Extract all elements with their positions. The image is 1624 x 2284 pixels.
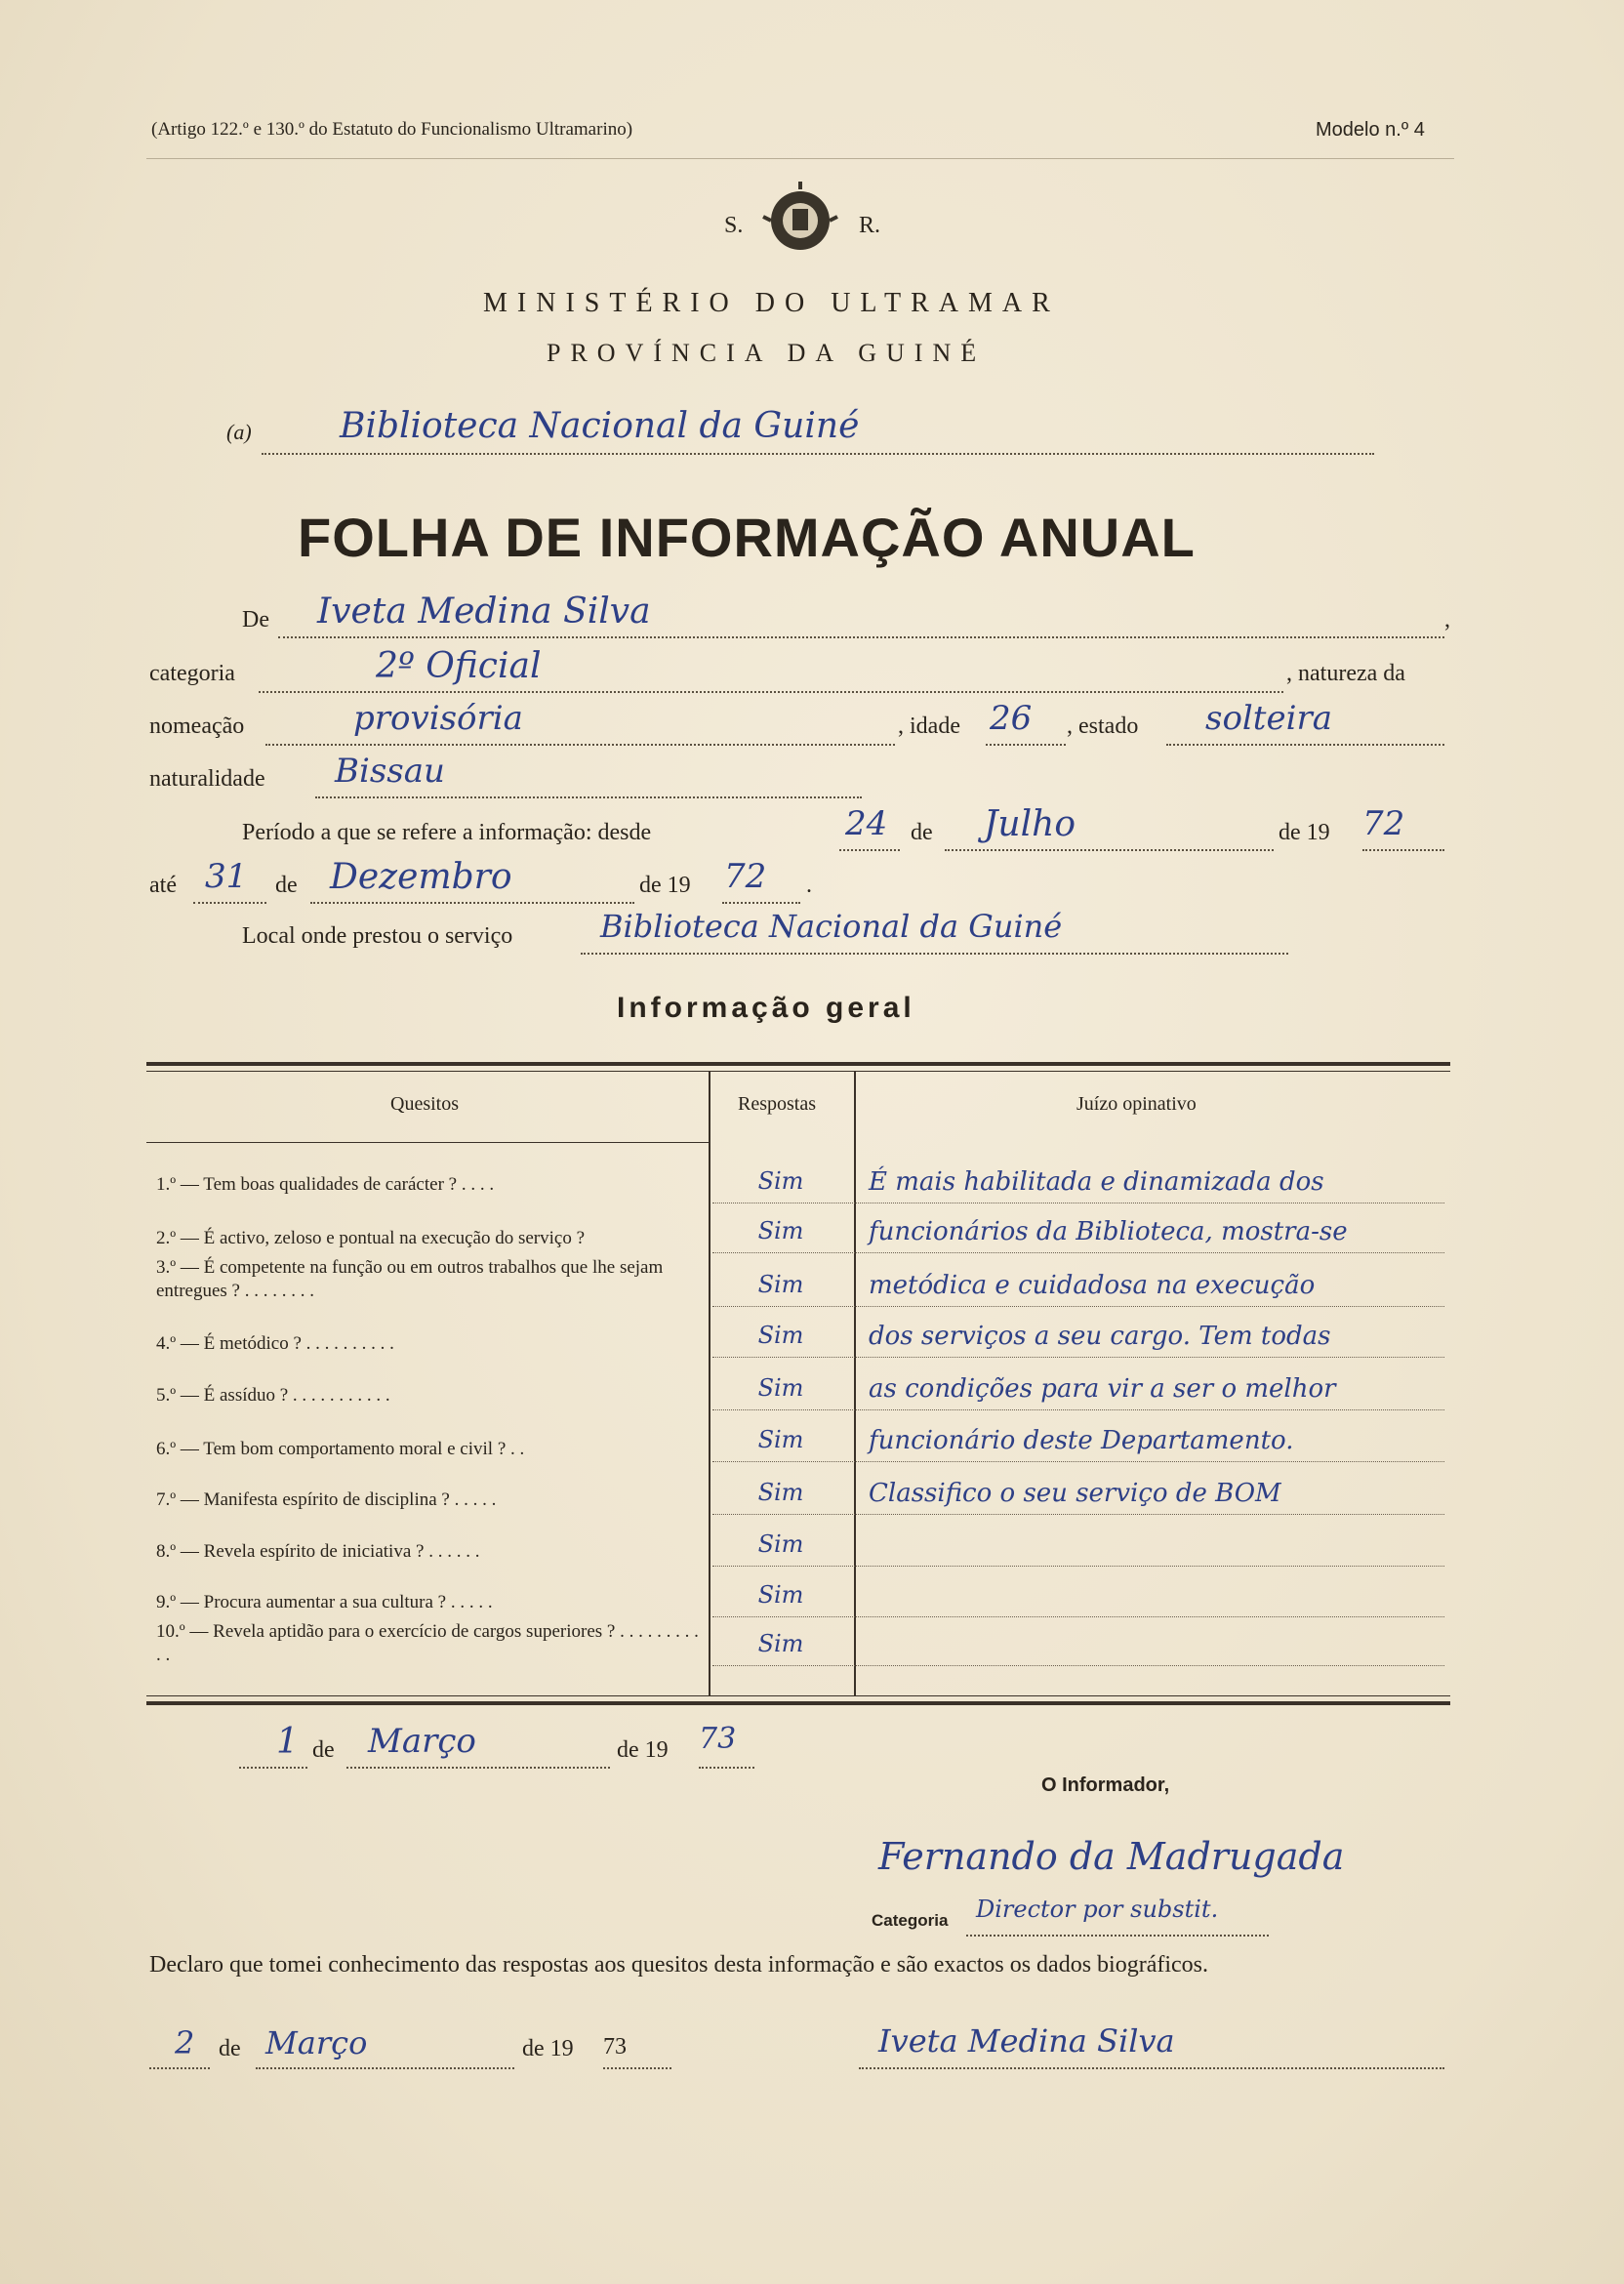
coat-of-arms-icon (761, 182, 839, 260)
question-5: 5.º — É assíduo ? . . . . . . . . . . . (156, 1385, 390, 1406)
from-day-field (839, 804, 900, 851)
question-1: 1.º — Tem boas qualidades de carácter ? . . . . (156, 1174, 495, 1195)
province-title: PROVÍNCIA DA GUINÉ (547, 339, 987, 367)
categoria-value: 2º Oficial (376, 646, 542, 686)
categoria-sign-value: Director por substit. (976, 1896, 1219, 1923)
from-month-field (945, 804, 1274, 851)
opinion-line-2: funcionários da Biblioteca, mostra-se (869, 1217, 1348, 1246)
from-month-value: Julho (984, 804, 1076, 844)
sign2-year-field (603, 2030, 671, 2069)
de-word: de (911, 820, 933, 845)
institution-field (262, 406, 1374, 455)
answer-5: Sim (757, 1374, 804, 1402)
sign1-month-value: Março (368, 1722, 476, 1761)
sign2-month-value: Março (265, 2024, 368, 2061)
de-word: de (219, 2036, 241, 2061)
categoria-sign-field (966, 1896, 1269, 1937)
prefix-a: (a) (226, 420, 252, 444)
idade-value: 26 (990, 699, 1033, 738)
question-2: 2.º — É activo, zeloso e pontual na execução do serviço ? (156, 1228, 586, 1248)
categoria-sign-label: Categoria (872, 1911, 949, 1930)
sign1-month-field (346, 1722, 610, 1769)
header-juizo: Juízo opinativo (1076, 1093, 1197, 1115)
question-10: 10.º — Revela aptidão para o exercício de cargos superiores ? . . . . . . . . . . . (156, 1621, 699, 1665)
answer-4: Sim (757, 1322, 804, 1349)
de-label: De (242, 607, 269, 632)
to-year-value: 72 (724, 857, 767, 896)
from-day-value: 24 (845, 804, 888, 843)
answer-1: Sim (757, 1167, 804, 1195)
local-label: Local onde prestou o serviço (242, 923, 513, 949)
question-7: 7.º — Manifesta espírito de disciplina ? . . . . . (156, 1489, 497, 1510)
answer-3: Sim (757, 1271, 804, 1298)
de-word: de (312, 1737, 335, 1763)
question-6: 6.º — Tem bom comportamento moral e civil ? . . (156, 1439, 525, 1459)
sign2-day-value: 2 (175, 2024, 195, 2061)
estado-label: , estado (1067, 714, 1139, 739)
opinion-line-4: dos serviços a seu cargo. Tem todas (869, 1322, 1331, 1351)
answer-2: Sim (757, 1217, 804, 1244)
declaration-text: Declaro que tomei conhecimento das respostas aos quesitos desta informação e são exactos os dados biográficos. (149, 1952, 1209, 1978)
sign2-year-value: 73 (603, 2034, 627, 2060)
question-9: 9.º — Procura aumentar a sua cultura ? . . . . . (156, 1592, 493, 1612)
sign1-year-field (699, 1722, 754, 1769)
nomeacao-label: nomeação (149, 714, 245, 739)
local-field (581, 908, 1288, 955)
idade-label: , idade (898, 714, 960, 739)
opinion-line-3: metódica e cuidadosa na execução (869, 1271, 1316, 1300)
sign2-signature: Iveta Medina Silva (878, 2022, 1175, 2060)
answer-10: Sim (757, 1630, 804, 1657)
sign2-month-field (256, 2024, 514, 2069)
categoria-field (259, 646, 1283, 693)
to-day-value: 31 (205, 857, 248, 896)
to-month-value: Dezembro (330, 857, 512, 897)
local-value: Biblioteca Nacional da Guiné (600, 908, 1063, 945)
opinion-line-5: as condições para vir a ser o melhor (869, 1374, 1336, 1404)
period-label: Período a que se refere a informação: desde (242, 820, 652, 845)
page-title: FOLHA DE INFORMAÇÃO ANUAL (298, 507, 1196, 568)
from-year-field (1362, 804, 1444, 851)
naturalidade-field (315, 752, 862, 798)
institution-value: Biblioteca Nacional da Guiné (340, 406, 860, 446)
answer-7: Sim (757, 1479, 804, 1506)
from-year-value: 72 (1362, 804, 1405, 843)
model-number: Modelo n.º 4 (1316, 119, 1425, 141)
answer-8: Sim (757, 1530, 804, 1558)
estado-value: solteira (1205, 699, 1332, 738)
legal-reference: (Artigo 122.º e 130.º do Estatuto do Funcionalismo Ultramarino) (151, 119, 633, 140)
ministry-title: MINISTÉRIO DO ULTRAMAR (483, 288, 1060, 318)
question-3: 3.º — É competente na função ou em outros trabalhos que lhe sejam entregues ? . . . . . . . . (156, 1257, 664, 1301)
categoria-label: categoria (149, 661, 235, 686)
opinion-line-1: É mais habilitada e dinamizada dos (869, 1167, 1324, 1197)
de-19-word: de 19 (639, 873, 691, 898)
section-title: Informação geral (617, 992, 915, 1024)
nomeacao-field (265, 699, 895, 746)
header-respostas: Respostas (738, 1093, 816, 1115)
header-quesitos: Quesitos (390, 1093, 459, 1115)
opinion-line-7: Classifico o seu serviço de BOM (869, 1479, 1281, 1508)
de-word: de (275, 873, 298, 898)
naturalidade-value: Bissau (335, 752, 445, 791)
document-page: (Artigo 122.º e 130.º do Estatuto do Funcionalismo Ultramarino) Modelo n.º 4 S. R. MINISTÉRIO DO ULTRAMAR PROVÍNCIA DA GUINÉ (a) Biblioteca Nacional da Guiné FOLHA DE INFORMAÇÃO ANUAL De Iveta Medina Silva , categoria 2º Oficial , natureza da nomeação provisória , idade 26 , estado solteira naturalidade Bissau Período a que se refere a informação: desde 24 de Julho de 19 72 até 31 de Dezembro de 19 72 . Local onde prestou o serviço Biblioteca Nacional da Guiné Informação geral Quesitos Respostas Juízo opinativo 1.º — Tem boas qualidades de carácter ? . . . . 2.º — É activo, zeloso e pontual na execução do serviço ? 3.º — É competente na função ou em outros trabalhos que lhe sejam entregues ? . . . . . . . . 4.º — É metódico ? . . . . . . . . . . 5.º — É assíduo ? . . . . . . . . . . . 6.º — Tem bom comportamento moral e civil ? . . 7.º — Manifesta espírito de disciplina ? . . . . . 8.º — Revela espírito de iniciativa ? . . . . . . 9.º — Procura aumentar a sua cultura ? . . . . . 10.º — Revela aptidão para o exercício de cargos superiores ? . . . . . . . . . . . Sim Sim Sim Sim Sim Sim Sim Sim Sim Sim É mais habilitada e dinamizada dos funcionários da Biblioteca, mostra-se metódica e cuidadosa na execução dos serviços a seu cargo. Tem todas as condições para vir a ser o melhor funcionário deste Departamento. Classifico o seu serviço de BOM 1 de Março de 19 73 O Informador, Fernando da Madrugada Categoria Director por substit. Declaro que tomei conhecimento das respostas aos quesitos desta informação e são exactos os dados biográficos. 2 de Março de 19 73 Iveta Medina Silva (0, 0, 1624, 2284)
estado-field (1166, 699, 1444, 746)
natureza-label: , natureza da (1286, 661, 1405, 686)
de-19-word: de 19 (617, 1737, 669, 1763)
name-value: Iveta Medina Silva (317, 591, 651, 632)
name-field (278, 591, 1444, 638)
to-day-field (193, 857, 266, 904)
ate-label: até (149, 873, 177, 898)
informador-signature: Fernando da Madrugada (878, 1835, 1345, 1878)
naturalidade-label: naturalidade (149, 766, 265, 792)
question-4: 4.º — É metódico ? . . . . . . . . . . (156, 1333, 394, 1354)
to-month-field (310, 857, 634, 904)
seal-right-letter: R. (859, 213, 881, 238)
informador-label: O Informador, (1041, 1774, 1170, 1796)
idade-field (986, 699, 1066, 746)
to-year-field (722, 857, 800, 904)
answer-6: Sim (757, 1426, 804, 1453)
question-8: 8.º — Revela espírito de iniciativa ? . . . . . . (156, 1541, 480, 1562)
de-19-word: de 19 (522, 2036, 574, 2061)
sign1-year-value: 73 (699, 1722, 737, 1756)
de-19-word: de 19 (1279, 820, 1330, 845)
answer-9: Sim (757, 1581, 804, 1609)
sign1-day-value: 1 (276, 1722, 299, 1762)
sign2-signature-field (859, 2022, 1444, 2069)
opinion-line-6: funcionário deste Departamento. (869, 1426, 1294, 1455)
nomeacao-value: provisória (353, 699, 523, 738)
sign2-day-field (149, 2024, 210, 2069)
seal-left-letter: S. (724, 213, 744, 238)
sign1-day-field (239, 1722, 307, 1769)
